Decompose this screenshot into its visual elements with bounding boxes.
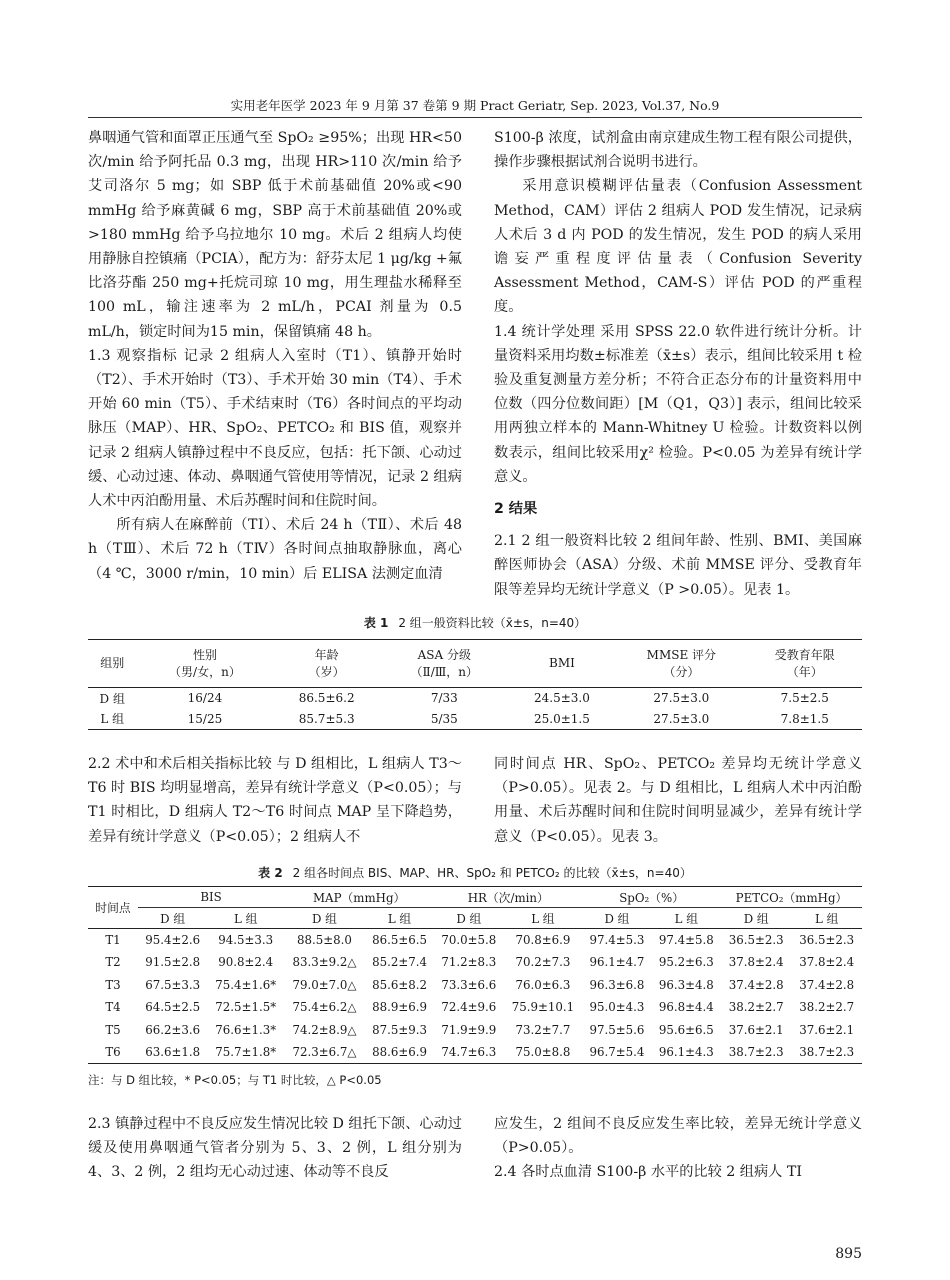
table2-cell: 96.1±4.3 <box>658 1045 714 1059</box>
table2-cell: 38.7±2.3 <box>728 1045 784 1059</box>
left-column-top <box>88 126 462 586</box>
running-header: 实用老年医学 2023 年 9 月第 37 卷第 9 期 Pract Geriatr, Sep. 2023, Vol.37, No.9 <box>230 98 720 113</box>
table2-cell: 83.3±9.2△ <box>292 955 357 970</box>
table-row <box>88 929 862 952</box>
table2-cell: 36.5±2.3 <box>799 933 855 947</box>
paragraph: 2.1 2 组一般资料比较 2 组间年龄、性别、BMI、美国麻醉医师协会（ASA）分级、术前 MMSE 评分、受教育年限等差异均无统计学意义（P >0.05）。见表 1。 <box>494 533 862 598</box>
paragraph: 2.3 镇静过程中不良反应发生情况比较 D 组托下颌、心动过缓及使用鼻咽通气管者分别为 5、3、2 例，L 组分别为 4、3、2 例，2 组均无心动过速、体动等不良反 <box>88 1116 462 1181</box>
table2-subheader: D 组 <box>582 908 651 929</box>
table2-cell: 37.8±2.4 <box>799 955 855 970</box>
table2-cell: 37.4±2.8 <box>799 977 855 992</box>
table1-cell: 7.8±1.5 <box>780 711 829 726</box>
table2-cell: 37.8±2.4 <box>728 955 784 970</box>
table1 <box>88 639 862 730</box>
table2-cell: 87.5±9.3 <box>372 1022 427 1037</box>
table2-subheader: L 组 <box>652 908 721 929</box>
table1-cell: 16/24 <box>187 691 223 706</box>
paragraph: 2.4 各时点血清 S100-β 水平的比较 2 组病人 TⅠ <box>494 1164 802 1181</box>
table2-cell: 37.4±2.8 <box>728 977 784 992</box>
paragraph: 所有病人在麻醉前（TⅠ）、术后 24 h（TⅡ）、术后 48 h（TⅢ）、术后 72 h（TⅣ）各时间点抽取静脉血，离心（4 ℃，3000 r/min，10 min）后 ELISA 法测定血清 <box>88 517 462 582</box>
table2-cell: 95.0±4.3 <box>589 1000 645 1015</box>
table2-cell: 72.3±6.7△ <box>292 1045 357 1059</box>
table2-cell: 73.2±7.7 <box>515 1022 571 1037</box>
table2-cell: T3 <box>105 977 121 992</box>
table2-cell: 88.5±8.0 <box>297 933 352 947</box>
table-row <box>88 1041 862 1064</box>
table1-header-cell: MMSE 评分 （分） <box>615 640 747 688</box>
table1-header-cell: BMI <box>509 640 616 688</box>
table2-time-header: 时间点 <box>88 887 138 929</box>
table2-cell: 71.2±8.3 <box>441 955 497 970</box>
table2-subheader: L 组 <box>504 908 583 929</box>
table2-cell: 85.6±8.2 <box>372 977 427 992</box>
table2-cell: 79.0±7.0△ <box>292 977 357 992</box>
table2-cell: 75.9±10.1 <box>511 1000 575 1015</box>
table2-cell: 96.7±5.4 <box>589 1045 645 1059</box>
paragraph: 应发生，2 组间不良反应发生率比较，差异无统计学意义（P>0.05）。 <box>494 1116 862 1157</box>
table2 <box>88 886 862 1064</box>
table2-cell: 67.5±3.3 <box>145 977 201 992</box>
table2-group-header: PETCO₂（mmHg） <box>721 887 862 908</box>
table-row <box>88 709 862 730</box>
table2-cell: 75.4±6.2△ <box>292 1000 357 1015</box>
right-column-mid <box>494 752 862 849</box>
table1-header-cell: 组别 <box>88 640 137 688</box>
table2-cell: 71.9±9.9 <box>441 1022 497 1037</box>
paragraph: 1.4 统计学处理 采用 SPSS 22.0 软件进行统计分析。计量资料采用均数±标准差（x̄±s）表示，组间比较采用 t 检验及重复测量方差分析；不符合正态分布的计量资料用中位数（四分位数间距）[M（Q1，Q3）] 表示，组间比较采用两独立样本的 Mann-Whitney U 检验。计数资料以例数表示，组间比较采用χ² 检验。P<0.05 为差异有统计学意义。 <box>494 323 862 485</box>
table2-cell: 70.0±5.8 <box>441 933 497 947</box>
table2-cell: 94.5±3.3 <box>218 933 274 947</box>
table1-cell: 25.0±1.5 <box>534 711 590 726</box>
table2-cell: 76.0±6.3 <box>515 977 571 992</box>
paragraph: 同时间点 HR、SpO₂、PETCO₂ 差异均无统计学意义（P>0.05）。见表 2。与 D 组相比，L 组病人术中丙泊酚用量、术后苏醒时间和住院时间明显减少，差异有统计学意义（P<0.05）。见表 3。 <box>494 756 862 845</box>
table2-cell: 95.4±2.6 <box>145 933 201 947</box>
table-row <box>88 1019 862 1042</box>
table2-cell: 91.5±2.8 <box>145 955 201 970</box>
table1-cell: 86.5±6.2 <box>298 691 355 706</box>
table2-cell: 63.6±1.8 <box>145 1045 201 1059</box>
table2-cell: 70.8±6.9 <box>515 933 571 947</box>
table2-cell: 38.2±2.7 <box>799 1000 855 1015</box>
table2-title: 2 组各时间点 BIS、MAP、HR、SpO₂ 和 PETCO₂ 的比较（x̄±s，n=40） <box>292 866 692 880</box>
table1-cell: 7.5±2.5 <box>780 691 829 706</box>
table2-cell: 86.5±6.5 <box>372 933 427 947</box>
right-column-bottom <box>494 1112 862 1185</box>
table2-cell: 72.4±9.6 <box>441 1000 497 1015</box>
table2-subheader: L 组 <box>791 908 862 929</box>
table2-cell: 96.8±4.4 <box>658 1000 714 1015</box>
table2-subheader: L 组 <box>207 908 284 929</box>
table2-cell: 95.6±6.5 <box>658 1022 714 1037</box>
table2-cell: 95.2±6.3 <box>658 955 714 970</box>
table1-caption <box>88 614 862 631</box>
paragraph: S100-β 浓度，试剂盒由南京建成生物工程有限公司提供，操作步骤根据试剂合说明书进行。 <box>494 130 862 171</box>
table2-cell: 96.3±6.8 <box>589 977 645 992</box>
table1-cell: 24.5±3.0 <box>534 691 590 706</box>
paragraph: 采用意识模糊评估量表（Confusion Assessment Method，CAM）评估 2 组病人 POD 发生情况，记录病人术后 3 d 内 POD 的发生情况，发生 POD 的病人采用谵妄严重程度评估量表（Confusion Severity Assessment Method，CAM-S）评估 POD 的严重程度。 <box>494 178 862 316</box>
header-rule <box>88 117 862 118</box>
table2-cell: 66.2±3.6 <box>145 1022 201 1037</box>
table2-cell: 88.6±6.9 <box>372 1045 427 1059</box>
table1-header-cell: 受教育年限 （年） <box>748 640 863 688</box>
table2-subheader: D 组 <box>138 908 207 929</box>
table2-cell: 85.2±7.4 <box>372 955 427 970</box>
table2-caption <box>88 864 862 881</box>
table1-cell: D 组 <box>99 691 125 706</box>
table1-cell: 85.7±5.3 <box>298 711 355 726</box>
table2-cell: 64.5±2.5 <box>145 1000 201 1015</box>
table-row <box>88 688 862 709</box>
table2-subheader: D 组 <box>721 908 791 929</box>
table2-cell: 97.5±5.6 <box>589 1022 645 1037</box>
table2-group-header: MAP（mmHg） <box>284 887 434 908</box>
table2-cell: 74.2±8.9△ <box>292 1022 357 1037</box>
table2-cell: 97.4±5.8 <box>658 933 714 947</box>
table2-cell: 37.6±2.1 <box>799 1022 855 1037</box>
table2-subheader: L 组 <box>365 908 434 929</box>
table2-cell: T5 <box>105 1022 121 1037</box>
table2-cell: 75.0±8.8 <box>515 1045 571 1059</box>
table2-subheader: D 组 <box>284 908 365 929</box>
table1-cell: L 组 <box>100 712 125 727</box>
right-column-top <box>494 126 862 602</box>
left-column-mid <box>88 752 462 849</box>
left-column-bottom <box>88 1112 462 1185</box>
table2-cell: 90.8±2.4 <box>218 955 274 970</box>
table2-note: 注：与 D 组比较，* P<0.05；与 T1 时比较，△ P<0.05 <box>88 1073 382 1087</box>
section-heading: 2 结果 <box>494 501 538 518</box>
table2-cell: 38.7±2.3 <box>799 1045 855 1059</box>
table2-cell: 76.6±1.3* <box>215 1022 277 1037</box>
table2-cell: 75.4±1.6* <box>215 977 277 992</box>
table2-cell: 96.3±4.8 <box>658 977 714 992</box>
table-row <box>88 974 862 997</box>
table2-cell: 73.3±6.6 <box>441 977 497 992</box>
table2-group-header: SpO₂（%） <box>582 887 721 908</box>
table2-label: 表 2 <box>258 866 283 880</box>
table2-cell: 97.4±5.3 <box>589 933 645 947</box>
table2-group-header: HR（次/min） <box>434 887 582 908</box>
table1-cell: 5/35 <box>430 711 458 726</box>
table1-label: 表 1 <box>363 616 389 630</box>
paragraph: 鼻咽通气管和面罩正压通气至 SpO₂ ≥95%；出现 HR<50 次/min 给予阿托品 0.3 mg，出现 HR>110 次/min 给予艾司洛尔 5 mg；如 SBP 低于术前基础值 20%或<90 mmHg 给予麻黄碱 6 mg，SBP 高于术前基础值 20%或>180 mmHg 给予乌拉地尔 10 mg。术后 2 组病人均使用静脉自控镇痛（PCIA），配方为：舒芬太尼 1 μg/kg +氟比洛芬酯 250 mg+托烷司琼 10 mg，用生理盐水稀释至 100 mL，输注速率为 2 mL/h，PCAI 剂量为 0.5 mL/h，锁定时间为15 min，保留镇痛 48 h。 <box>88 130 462 340</box>
table-row <box>88 951 862 974</box>
table2-cell: 96.1±4.7 <box>589 955 645 970</box>
table2-cell: 36.5±2.3 <box>728 933 784 947</box>
table2-cell: 72.5±1.5* <box>215 1000 277 1015</box>
table2-cell: 74.7±6.3 <box>441 1045 497 1059</box>
table2-cell: 37.6±2.1 <box>728 1022 784 1037</box>
table1-header-cell: 年龄 （岁） <box>273 640 380 688</box>
table1-title: 2 组一般资料比较（x̄±s，n=40） <box>398 616 587 630</box>
table2-cell: T1 <box>105 933 121 947</box>
page-number: 895 <box>835 1246 862 1262</box>
table-row <box>88 996 862 1019</box>
table2-cell: T4 <box>105 1000 121 1015</box>
table1-header-cell: ASA 分级 （Ⅱ/Ⅲ，n） <box>380 640 509 688</box>
table2-cell: 88.9±6.9 <box>372 1000 427 1015</box>
table1-cell: 7/33 <box>430 691 458 706</box>
paragraph: 2.2 术中和术后相关指标比较 与 D 组相比，L 组病人 T3～T6 时 BIS 均明显增高，差异有统计学意义（P<0.05）；与 T1 时相比，D 组病人 T2～T6 时间点 MAP 呈下降趋势，差异有统计学意义（P<0.05）；2 组病人不 <box>88 756 462 845</box>
table2-cell: 70.2±7.3 <box>515 955 571 970</box>
table2-subheader: D 组 <box>434 908 503 929</box>
table2-group-header: BIS <box>138 887 284 908</box>
table1-cell: 27.5±3.0 <box>653 711 710 726</box>
table1-cell: 15/25 <box>187 711 223 726</box>
table2-cell: T6 <box>105 1045 121 1059</box>
paragraph: 1.3 观察指标 记录 2 组病人入室时（T1）、镇静开始时（T2）、手术开始时（T3）、手术开始 30 min（T4）、手术开始 60 min（T5）、手术结束时（T6）各时间点的平均动脉压（MAP）、HR、SpO₂、PETCO₂ 和 BIS 值，观察并记录 2 组病人镇静过程中不良反应，包括：托下颌、心动过缓、心动过速、体动、鼻咽通气管使用等情况，记录 2 组病人术中丙泊酚用量、术后苏醒时间和住院时间。 <box>88 347 462 510</box>
table1-header-cell: 性别 （男/女，n） <box>137 640 274 688</box>
table2-cell: 38.2±2.7 <box>728 1000 784 1015</box>
table2-cell: T2 <box>105 955 121 970</box>
table2-cell: 75.7±1.8* <box>215 1045 277 1059</box>
table1-cell: 27.5±3.0 <box>653 691 710 706</box>
